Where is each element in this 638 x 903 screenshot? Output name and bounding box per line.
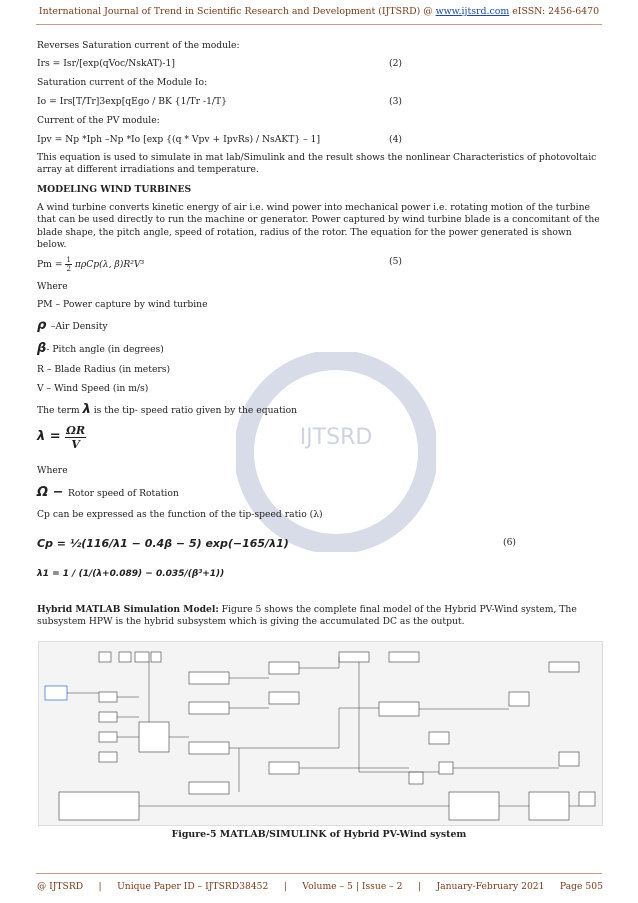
definition: Cp can be expressed as the function of the tip-speed ratio (λ) [37, 509, 323, 520]
watermark-text: IJTSRD [299, 425, 373, 450]
text-line: Current of the PV module: [37, 115, 160, 126]
text-line: Reverses Saturation current of the module: [37, 40, 240, 51]
definition: V – Wind Speed (in m/s) [37, 383, 149, 394]
definition: Ω − Rotor speed of Rotation [37, 485, 179, 500]
paragraph: A wind turbine converts kinetic energy of air i.e. wind power into mechanical power i.e. rotating motion of the turbine that can be used directly to run the machine or generator. Power captured by wind turbine blade is a concomitant of the blade shape, the pitch angle, speed of rotation, radius of the rotor. The equation for the power generated is shown below. [37, 202, 600, 251]
equation-2: Irs = Isr/[exp(qVoc/NskAT)-1] (2) [37, 58, 403, 69]
equation-3: Io = Irs[T/Tr]3exp[qEgo / BK {1/Tr -1/T} (3) [37, 96, 403, 107]
paragraph: This equation is used to simulate in mat lab/Simulink and the result shows the nonlinear Characteristics of photovoltaic array at different irradiations and temperature. [37, 152, 597, 176]
text-line: Saturation current of the Module Io: [37, 77, 208, 88]
simulink-diagram [38, 641, 603, 826]
section-heading: MODELING WIND TURBINES [37, 184, 192, 195]
definition: ρ –Air Density [37, 318, 108, 333]
equation-lambda: λ = $\frac{\Omega R}{V}$ [37, 424, 86, 451]
figure-caption: Figure-5 MATLAB/SIMULINK of Hybrid PV-Wind system [171, 829, 467, 840]
paragraph: Hybrid MATLAB Simulation Model: Figure 5 shows the complete final model of the Hybrid PV-Wind system, The subsystem HPW is the hybrid subsystem which is giving the accumulated DC as the output. [37, 604, 577, 628]
journal-link[interactable]: www.ijtsrd.com [435, 6, 510, 17]
text-line: Where [37, 465, 68, 476]
text-line: Where [37, 281, 68, 292]
equation-lambda1: λ1 = 1 / (1/(λ+0.089) − 0.035/(β³+1)) [37, 569, 225, 579]
watermark-seal [236, 352, 436, 552]
page-number: Page 505 [559, 881, 603, 892]
simulink-blocks [39, 642, 602, 825]
page-footer: @ IJTSRD | Unique Paper ID – IJTSRD38452 | Volume – 5 | Issue – 2 | January-February 2021 Page 505 [37, 881, 603, 892]
equation-4: Ipv = Np *Iph –Np *Io [exp {(q * Vpv + IpvRs) / NsAKT} – 1] (4) [37, 134, 403, 145]
definition: R – Blade Radius (in meters) [37, 364, 171, 375]
definition: The term λ is the tip- speed ratio given by the equation [37, 402, 298, 417]
running-header: International Journal of Trend in Scientific Research and Development (IJTSRD) @ www.ijtsrd.com eISSN: 2456-6470 [38, 6, 600, 17]
footer-rule [36, 873, 602, 874]
equation-5: Pm = $\frac{1}{2} \pi\rho Cp(\lambda$, β)R²V³ (5) [37, 256, 403, 273]
header-rule [36, 24, 602, 25]
equation-6: Cp = ½(116/λ1 − 0.4β − 5) exp(−165/λ1) (6) [37, 537, 517, 550]
definition: β- Pitch angle (in degrees) [37, 341, 164, 356]
definition: PM – Power capture by wind turbine [37, 299, 208, 310]
